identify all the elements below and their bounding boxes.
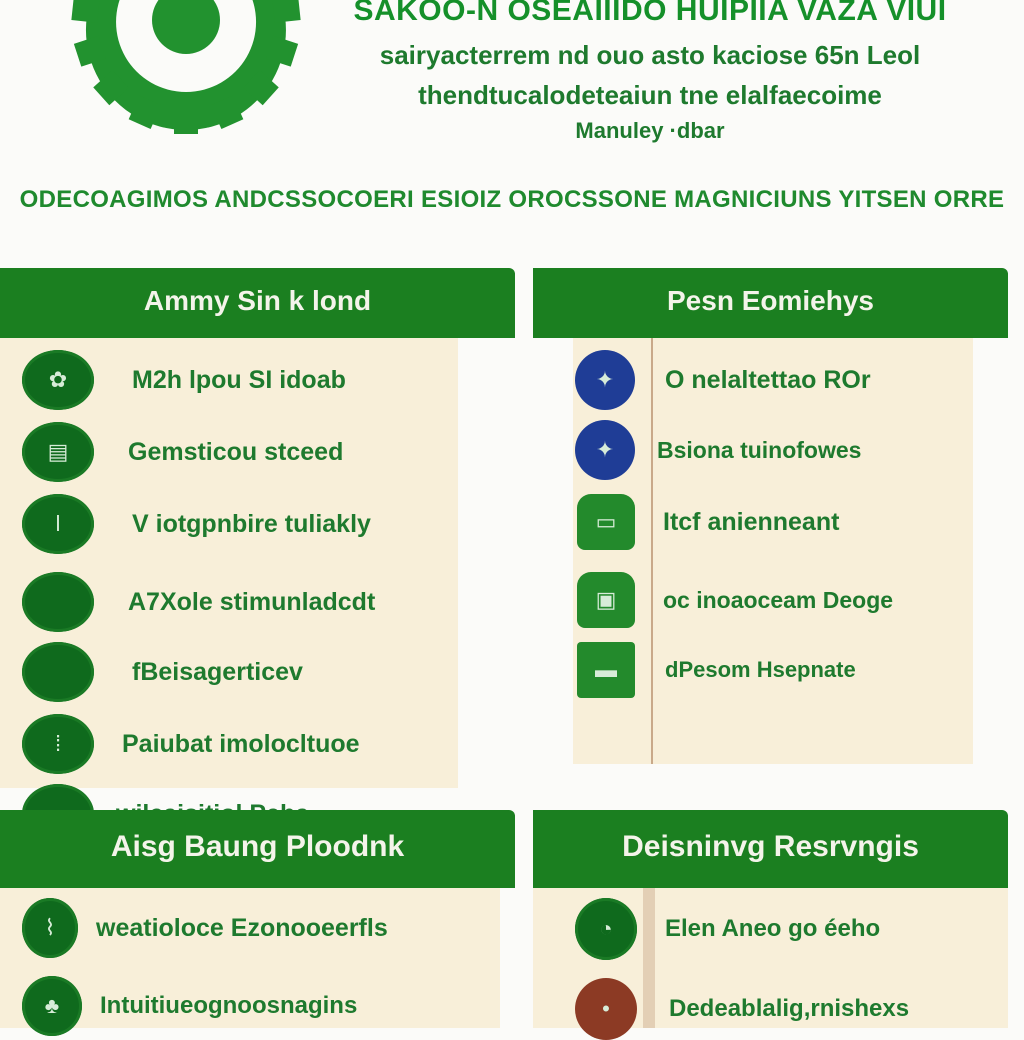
card-title: Ammy Sin k lond <box>0 268 515 338</box>
gear-icon <box>66 0 306 140</box>
card-top-right <box>533 268 1008 764</box>
card-title: Deisninvg Resrvngis <box>533 810 1008 888</box>
tree-icon: ⌇ <box>22 898 78 958</box>
card-body <box>0 888 500 1028</box>
list-item: ▣ oc inoaoceam Deoge <box>577 572 893 628</box>
list-item: ♣ Intuitiueognoosnagins <box>22 976 357 1036</box>
section-banner: ODECOAGIMOS ANDCSSOCOERI ESIOIZ OROCSSONE MAGNICIUNS YITSEN ORRE <box>19 186 1005 213</box>
list-item: • Dedeablalig,rnishexs <box>575 978 909 1040</box>
clock-icon: ◔ <box>575 898 637 960</box>
list-item: ▤ Gemsticou stceed <box>22 422 343 482</box>
list-item: ǀ V iotgpnbire tuliakly <box>22 494 371 554</box>
card-title: Aisg Baung Ploodnk <box>0 810 515 888</box>
globe-blue-icon: ✦ <box>575 420 635 480</box>
globe-rust-icon: • <box>575 978 637 1040</box>
list-item: ✿ M2h lpou SI idoab <box>22 350 346 410</box>
card-top-left <box>0 268 515 788</box>
list-item: ▭ Itcf anienneant <box>577 494 839 550</box>
subtitle-line-1: sairyacterrem nd ouo asto kaciose 65n Leol <box>379 40 921 70</box>
robot-icon: ▣ <box>577 572 635 628</box>
list-item: ✦ O nelaltettao ROr <box>575 350 871 410</box>
page-title: SAKOO-N OSEAIIIDO HUIPIIA VAZA VIUI <box>353 0 947 27</box>
robot-icon: ▬ <box>577 642 635 698</box>
card-title: Pesn Eomiehys <box>533 268 1008 338</box>
list-item: A7Xole stimunladcdt <box>22 572 375 632</box>
card-bottom-right <box>533 810 1008 1028</box>
card-bottom-left <box>0 810 515 1028</box>
globe-icon <box>22 572 94 632</box>
list-item: ⁞ Paiubat imolocltuoe <box>22 714 360 774</box>
book-icon: ▤ <box>22 422 94 482</box>
globe-blue-icon: ✦ <box>575 350 635 410</box>
card-body <box>533 888 1008 1028</box>
card-body <box>573 338 973 764</box>
list-item: ◔ Elen Aneo go éeho <box>575 898 880 960</box>
subtitle-line-2: thendtucalodeteaiun tne elalfaecoime <box>418 80 882 110</box>
list-item: ⌇ weatioloce Ezonooeerfls <box>22 898 388 958</box>
globe-icon <box>22 642 94 702</box>
list-item: fBeisagerticev <box>22 642 303 702</box>
list-item: ▬ dPesom Hsepnate <box>577 642 856 698</box>
robot-icon: ▭ <box>577 494 635 550</box>
people-icon: ⁞ <box>22 714 94 774</box>
person-icon: ǀ <box>22 494 94 554</box>
card-body <box>0 338 458 788</box>
subtitle-line-3: Manuley ·dbar <box>575 118 725 143</box>
tree-icon: ♣ <box>22 976 82 1036</box>
list-item: ✦ Bsiona tuinofowes <box>575 420 861 480</box>
leaf-icon: ✿ <box>22 350 94 410</box>
